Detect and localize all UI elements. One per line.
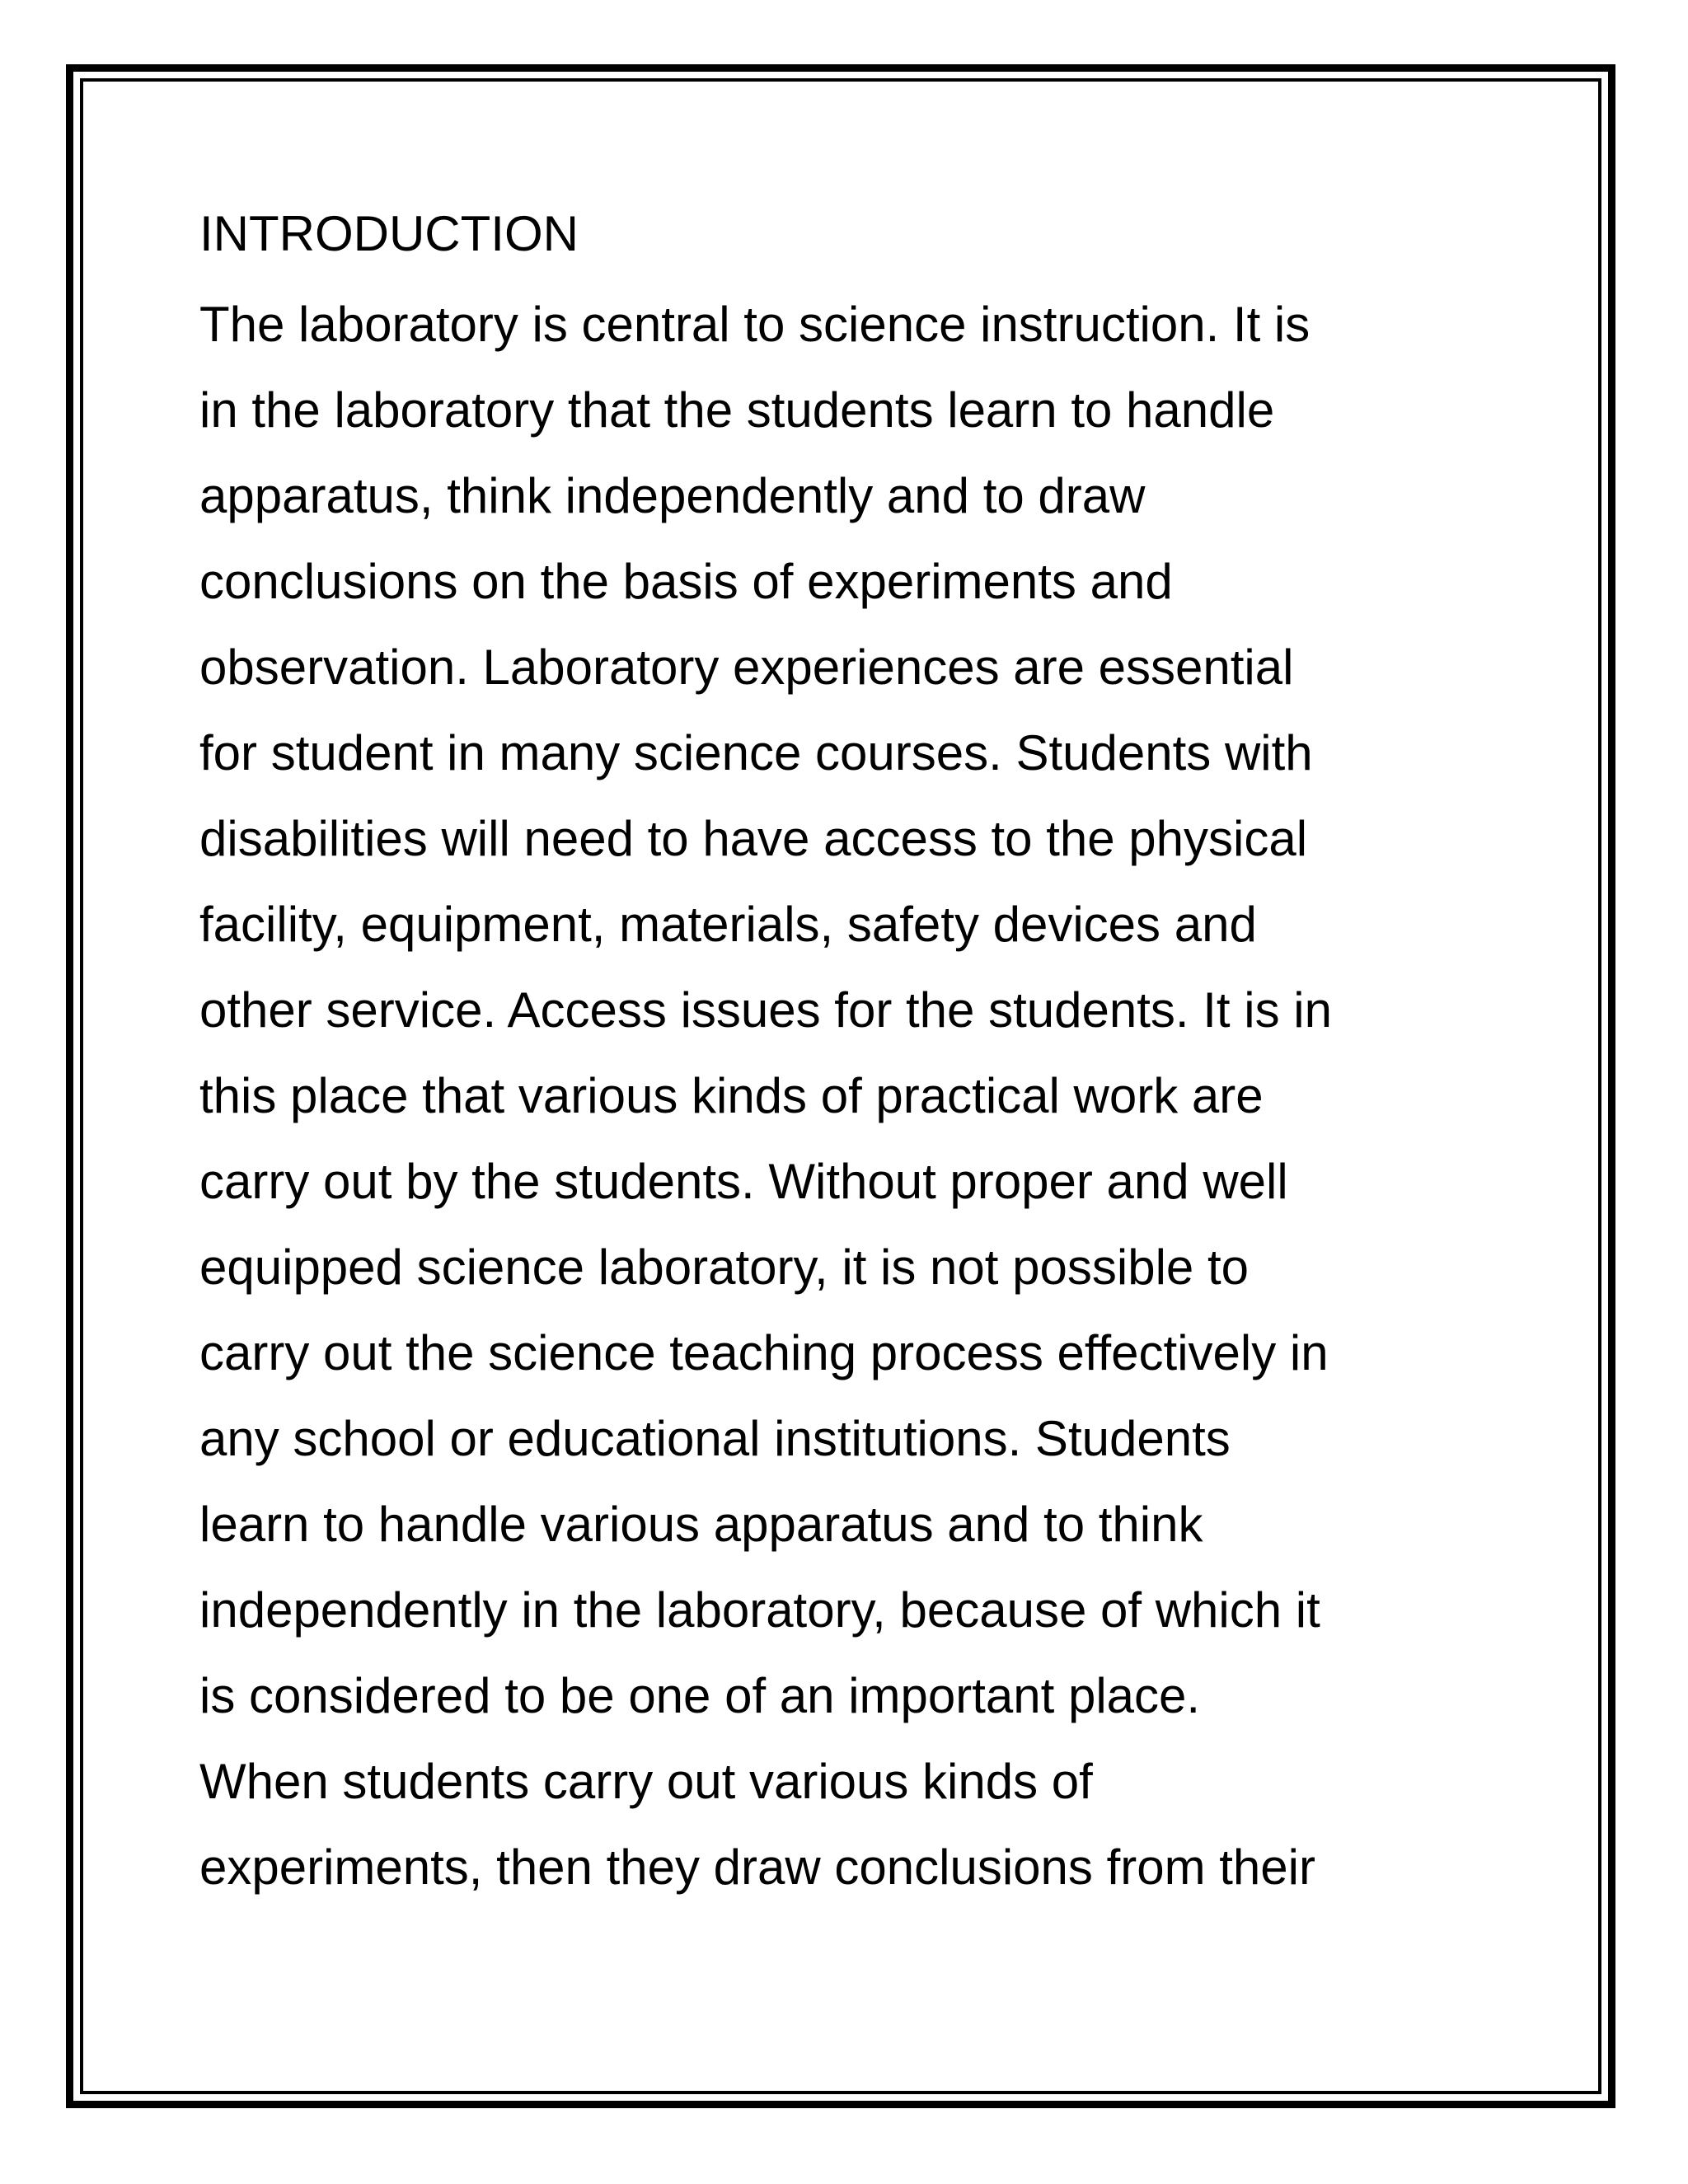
text-line: When students carry out various kinds of <box>199 1754 1093 1809</box>
text-line: independently in the laboratory, because of which it <box>199 1582 1320 1638</box>
text-line: experiments, then they draw conclusions from their <box>199 1840 1315 1895</box>
text-line: The laboratory is central to science instruction. It is <box>199 297 1311 352</box>
text-line: is considered to be one of an important place. <box>199 1668 1201 1723</box>
text-line: conclusions on the basis of experiments and <box>199 554 1173 609</box>
text-line: equipped science laboratory, it is not possible to <box>199 1240 1249 1295</box>
text-line: other service. Access issues for the students. It is in <box>199 982 1332 1038</box>
document-body <box>199 199 1518 1910</box>
section-heading: INTRODUCTION <box>199 206 579 261</box>
text-line: apparatus, think independently and to draw <box>199 468 1146 523</box>
text-line: carry out by the students. Without proper and well <box>199 1154 1288 1209</box>
text-line: carry out the science teaching process effectively in <box>199 1325 1329 1380</box>
paragraph <box>199 282 1518 1910</box>
text-line: learn to handle various apparatus and to think <box>199 1497 1203 1552</box>
text-line: observation. Laboratory experiences are essential <box>199 640 1294 695</box>
text-line: disabilities will need to have access to the physical <box>199 811 1308 866</box>
text-line: in the laboratory that the students learn to handle <box>199 382 1275 438</box>
text-line: this place that various kinds of practical work are <box>199 1068 1264 1123</box>
text-line: any school or educational institutions. Students <box>199 1411 1231 1466</box>
text-line: for student in many science courses. Students with <box>199 725 1313 780</box>
text-line: facility, equipment, materials, safety devices and <box>199 897 1257 952</box>
